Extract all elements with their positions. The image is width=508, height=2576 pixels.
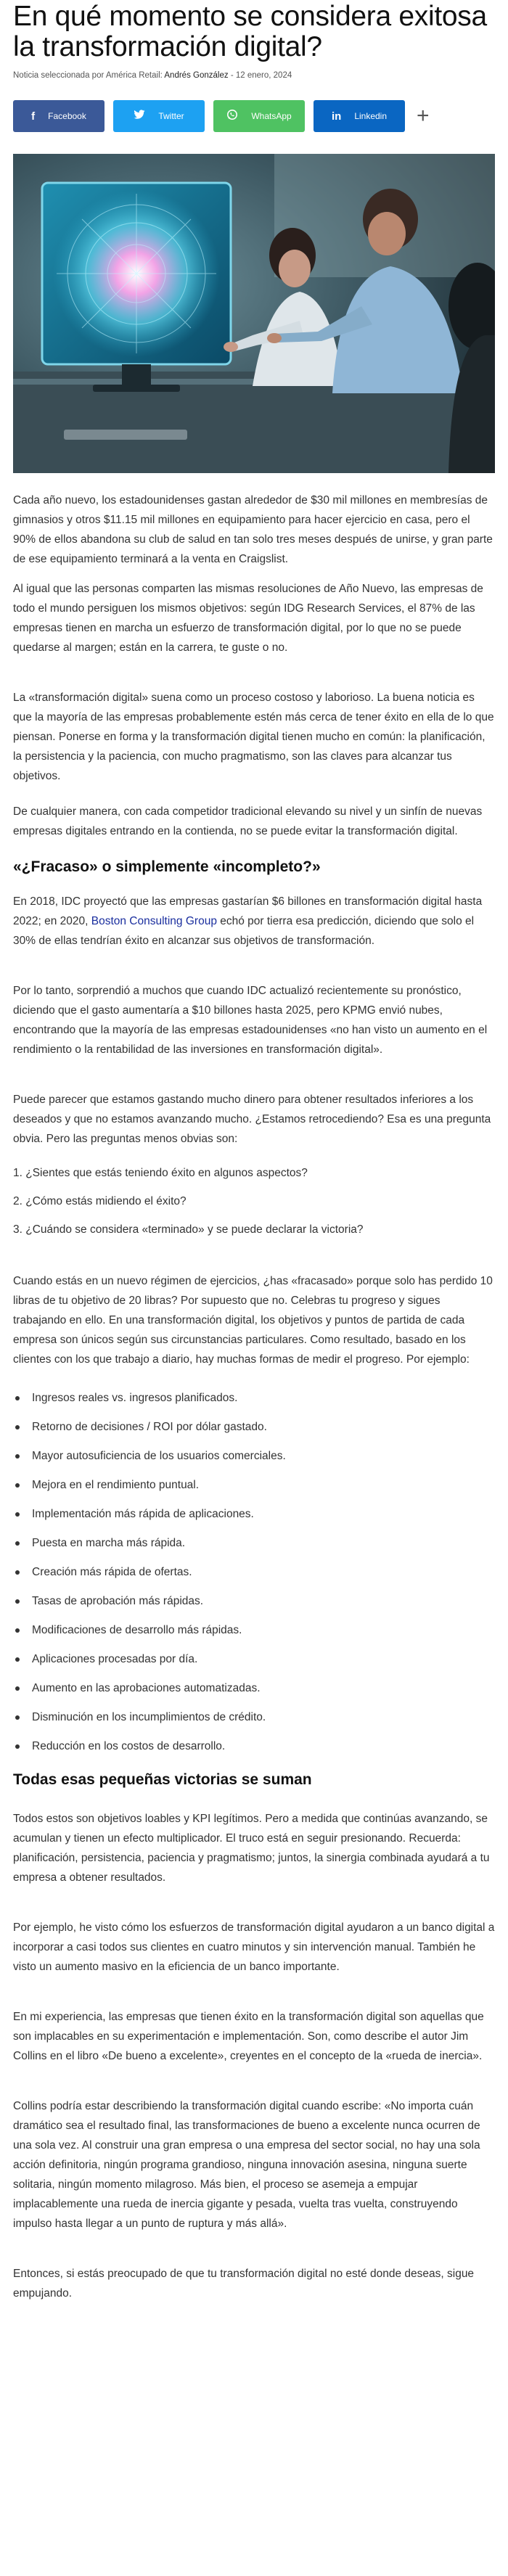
- paragraph-9: Todos estos son objetivos loables y KPI legítimos. Pero a medida que continúas avanzando, se acumulan y tienen un efecto multiplicador. El truco está en seguir presionando. Recuerda: planificación, persistencia, paciencia y pragmatismo; juntos, la sinergia combinada ayudará a tu empresa a obtener resultados.: [13, 1813, 490, 1884]
- share-facebook-label: Facebook: [48, 111, 86, 121]
- section-heading-fracaso: «¿Fracaso» o simplemente «incompleto?»: [13, 858, 321, 875]
- question-2: 2. ¿Cómo estás midiendo el éxito?: [13, 1195, 187, 1207]
- paragraph-13: Entonces, si estás preocupado de que tu transformación digital no esté donde deseas, sigue empujando.: [13, 2268, 475, 2300]
- share-bar: [13, 100, 495, 132]
- whatsapp-icon: [226, 109, 238, 123]
- list-item: Mejora en el rendimiento puntual.: [13, 1475, 495, 1504]
- share-linkedin-label: Linkedin: [354, 111, 388, 121]
- paragraph-11: En mi experiencia, las empresas que tienen éxito en la transformación digital son aquellas que son implacables en su experimentación e implementación. Son, como describe el autor Jim Collins en el libro «De bueno a excelente», creyentes en el concepto de la «rueda de inercia».: [13, 2011, 484, 2062]
- metrics-list: [13, 1388, 495, 1765]
- list-item: Creación más rápida de ofertas.: [13, 1562, 495, 1591]
- article-title: En qué momento se considera exitosa la transformación digital?: [13, 1, 487, 62]
- list-item: Implementación más rápida de aplicaciones.: [13, 1504, 495, 1533]
- list-item: Mayor autosuficiencia de los usuarios comerciales.: [13, 1446, 495, 1475]
- paragraph-2: Al igual que las personas comparten las mismas resoluciones de Año Nuevo, las empresas de todo el mundo persiguen los mismos objetivos: según IDG Research Services, el 87% de las empresas tienen en marcha un esfuerzo de transformación digital, por lo que no se puede quedarse al margen; están en la carrera, te guste o no.: [13, 583, 483, 654]
- share-twitter-label: Twitter: [158, 111, 184, 121]
- linkedin-icon: in: [331, 110, 342, 123]
- paragraph-3: La «transformación digital» suena como un proceso costoso y laborioso. La buena noticia es que la mayoría de las empresas probablemente estén más cerca de tener éxito en ella de lo que piensan. Ponerse en forma y la transformación digital tienen mucho en común: la planificación, la persistencia y la paciencia, con mucho pragmatismo, son las claves para alcanzar tus objetivos.: [13, 692, 494, 782]
- hero-illustration: [13, 154, 495, 473]
- list-item: Reducción en los costos de desarrollo.: [13, 1736, 495, 1765]
- list-item: Ingresos reales vs. ingresos planificados.: [13, 1388, 495, 1417]
- list-item: Retorno de decisiones / ROI por dólar gastado.: [13, 1417, 495, 1446]
- question-1: 1. ¿Sientes que estás teniendo éxito en algunos aspectos?: [13, 1167, 308, 1179]
- list-item: Tasas de aprobación más rápidas.: [13, 1591, 495, 1620]
- list-item: Aplicaciones procesadas por día.: [13, 1649, 495, 1678]
- facebook-icon: f: [31, 110, 36, 123]
- paragraph-10: Por ejemplo, he visto cómo los esfuerzos de transformación digital ayudaron a un banco digital a incorporar a casi todos sus clientes en cuatro minutos y sin intervención manual. También he visto un aumento masivo en la eficiencia de un banco importante.: [13, 1921, 495, 1973]
- list-item: Modificaciones de desarrollo más rápidas.: [13, 1620, 495, 1649]
- paragraph-5-end: echó por tierra esa predicción, diciendo que solo el 30% de ellas tendrían éxito en alcanzar sus objetivos de transformación.: [13, 915, 475, 947]
- paragraph-4: De cualquier manera, con cada competidor tradicional elevando su nivel y un sinfín de nuevas empresas digitales entrando en la contienda, no se puede evitar la transformación digital.: [13, 805, 483, 837]
- publish-date: 12 enero, 2024: [235, 71, 292, 80]
- share-twitter-button[interactable]: [113, 100, 205, 132]
- article-meta: [13, 71, 495, 80]
- twitter-icon: [134, 110, 145, 123]
- author-name[interactable]: Andrés González: [164, 71, 229, 80]
- share-linkedin-button[interactable]: [314, 100, 405, 132]
- bcg-link[interactable]: Boston Consulting Group: [91, 915, 217, 927]
- list-item: Puesta en marcha más rápida.: [13, 1533, 495, 1562]
- paragraph-7: Puede parecer que estamos gastando mucho dinero para obtener resultados inferiores a los deseados y que no estamos avanzando mucho. ¿Estamos retrocediendo? Esa es una pregunta obvia. Pero las preguntas menos obvias son:: [13, 1094, 491, 1145]
- meta-separator: -: [230, 71, 234, 80]
- paragraph-1: Cada año nuevo, los estadounidenses gastan alrededor de $30 mil millones en membresías de gimnasios y otros $11.15 mil millones en equipamiento para hacer ejercicio en casa, pero el 90% de ellos abandona su club de salud en tan solo tres meses después de unirse, y gran parte de ese equipamiento terminará a la venta en Craigslist.: [13, 494, 493, 565]
- list-item: Disminución en los incumplimientos de crédito.: [13, 1707, 495, 1736]
- meta-prefix: Noticia seleccionada por América Retail:: [13, 71, 163, 80]
- hero-image: [13, 154, 495, 473]
- share-whatsapp-label: WhatsApp: [251, 111, 292, 121]
- share-more-button[interactable]: +: [417, 104, 430, 128]
- paragraph-8: Cuando estás en un nuevo régimen de ejercicios, ¿has «fracasado» porque solo has perdido 10 libras de tu objetivo de 20 libras? Por supuesto que no. Celebras tu progreso y sigues trabajando en ello. En una transformación digital, los objetivos y puntos de partida de cada empresa son únicos según sus circunstancias particulares. Como resultado, basado en los clientes con los que trabajo a diario, hay muchas formas de medir el progreso. Por ejemplo:: [13, 1275, 493, 1366]
- list-item: Aumento en las aprobaciones automatizadas.: [13, 1678, 495, 1707]
- paragraph-5: [13, 892, 495, 951]
- paragraph-6: Por lo tanto, sorprendió a muchos que cuando IDC actualizó recientemente su pronóstico, diciendo que el gasto aumentaría a $10 billones hasta 2025, pero KPMG envió nubes, encontrando que la mayoría de las empresas estadounidenses «no han visto un aumento en el rendimiento o la rentabilidad de las inversiones en transformación digital».: [13, 985, 488, 1056]
- question-3: 3. ¿Cuándo se considera «terminado» y se puede declarar la victoria?: [13, 1223, 364, 1236]
- share-whatsapp-button[interactable]: [213, 100, 305, 132]
- paragraph-12: Collins podría estar describiendo la transformación digital cuando escribe: «No importa cuán dramático sea el resultado final, las transformaciones de bueno a excelente nunca ocurren de una sola vez. Al construir una gran empresa o una empresa del sector social, no hay una sola acción definitoria, ningún programa grandioso, ninguna innovación asesina, ninguna suerte solitaria, ningún momento milagroso. Más bien, el proceso se asemeja a empujar implacablemente una rueda de inercia gigante y pesada, vuelta tras vuelta, construyendo impulso hasta llegar a un punto de ruptura y más allá».: [13, 2100, 480, 2230]
- paragraph-5-start: En 2018, IDC proyectó que las empresas gastarían $6 billones en transformación digital hasta 2022; en 2020,: [13, 895, 483, 927]
- section-heading-victorias: Todas esas pequeñas victorias se suman: [13, 1771, 312, 1788]
- share-facebook-button[interactable]: [13, 100, 105, 132]
